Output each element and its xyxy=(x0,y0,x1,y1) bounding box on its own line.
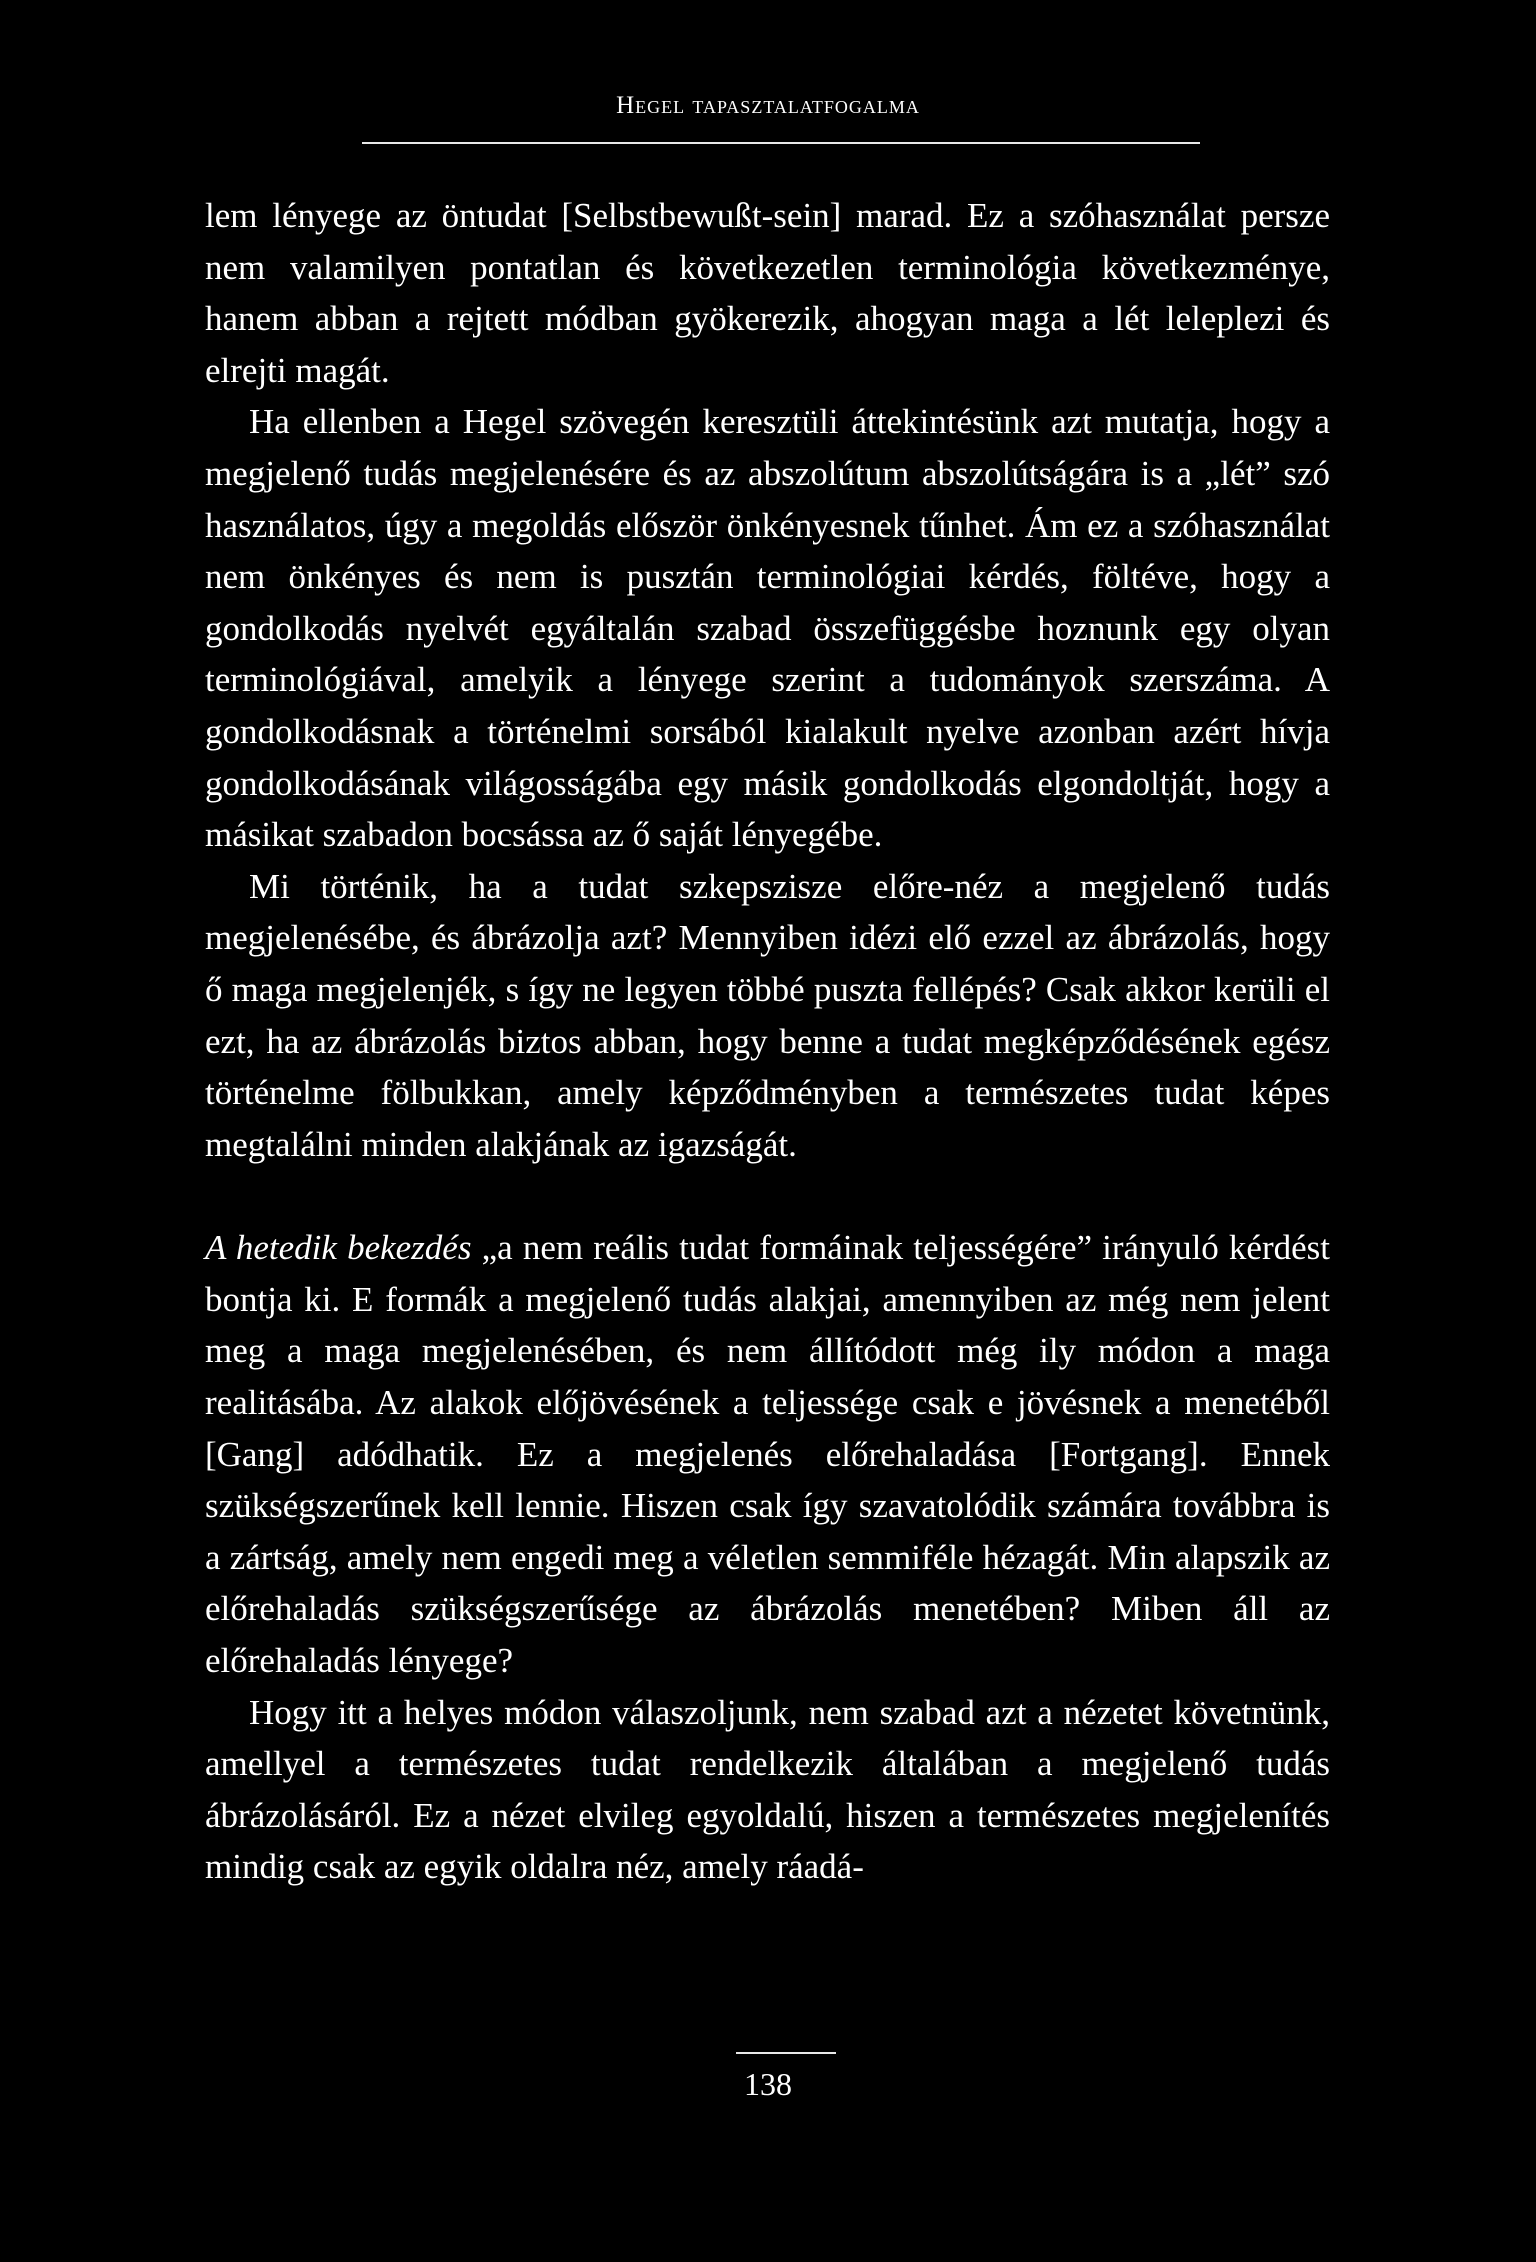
body-text xyxy=(205,190,1330,1893)
paragraph: lem lényege az öntudat [Selbstbewußt-sein] marad. Ez a szóhasználat persze nem valamilyen pontatlan és következetlen terminológia következménye, hanem abban a rejtett módban gyökerezik, ahogyan maga a lét leleplezi és elrejti magát. xyxy=(205,196,1330,390)
header-rule xyxy=(362,142,1200,144)
paragraph: Ha ellenben a Hegel szövegén keresztüli áttekintésünk azt mutatja, hogy a megjelenő tudás megjelenésére és az abszolútum abszolútságára is a „lét” szó használatos, úgy a megoldás először önkényesnek tűnhet. Ám ez a szóhasználat nem önkényes és nem is pusztán terminológiai kérdés, föltéve, hogy a gondolkodás nyelvét egyáltalán szabad összefüggésbe hoznunk egy olyan terminológiával, amelyik a lényege szerint a tudományok szerszáma. A gondolkodásnak a történelmi sorsából kialakult nyelve azonban azért hívja gondolkodásának világosságába egy másik gondolkodás elgondoltját, hogy a másikat szabadon bocsássa az ő saját lényegébe. xyxy=(205,402,1330,855)
running-head: Hegel tapasztalatfogalma xyxy=(616,92,920,119)
paragraph-text: „a nem reális tudat formáinak teljességére” irányuló kérdést bontja ki. E formák a megjelenő tudás alakjai, amennyiben az még nem jelent meg a maga megjelenésében, és nem állítódott még ily módon a maga realitásába. Az alakok előjövésének a teljessége csak e jövésnek a menetéből [Gang] adódhatik. Ez a megjelenés előrehaladása [Fortgang]. Ennek szükségszerűnek kell lennie. Hiszen csak így szavatolódik számára továbbra is a zártság, amely nem engedi meg a véletlen semmiféle hézagát. Min alapszik az előrehaladás szükségszerűsége az ábrázolás menetében? Miben áll az előrehaladás lényege? xyxy=(205,1228,1330,1681)
italic-lead: A hetedik bekezdés xyxy=(205,1228,472,1268)
paragraph: Hogy itt a helyes módon válaszoljunk, nem szabad azt a nézetet követnünk, amellyel a természetes tudat rendelkezik általában a megjelenő tudás ábrázolásáról. Ez a nézet elvileg egyoldalú, hiszen a természetes megjelenítés mindig csak az egyik oldalra néz, amely ráadá- xyxy=(205,1692,1330,1887)
page-number: 138 xyxy=(744,2066,792,2102)
paragraph: Mi történik, ha a tudat szkepszisze előre-néz a megjelenő tudás megjelenésébe, és ábrázolja azt? Mennyiben idézi elő ezzel az ábrázolás, hogy ő maga megjelenjék, s így ne legyen többé puszta fellépés? Csak akkor kerüli el ezt, ha az ábrázolás biztos abban, hogy benne a tudat megképződésének egész történelme fölbukkan, amely képződményben a természetes tudat képes megtalálni minden alakjának az igazságát. xyxy=(205,866,1330,1164)
paragraph-with-italic-lead xyxy=(205,1222,1330,1686)
footer-rule xyxy=(736,2052,836,2054)
